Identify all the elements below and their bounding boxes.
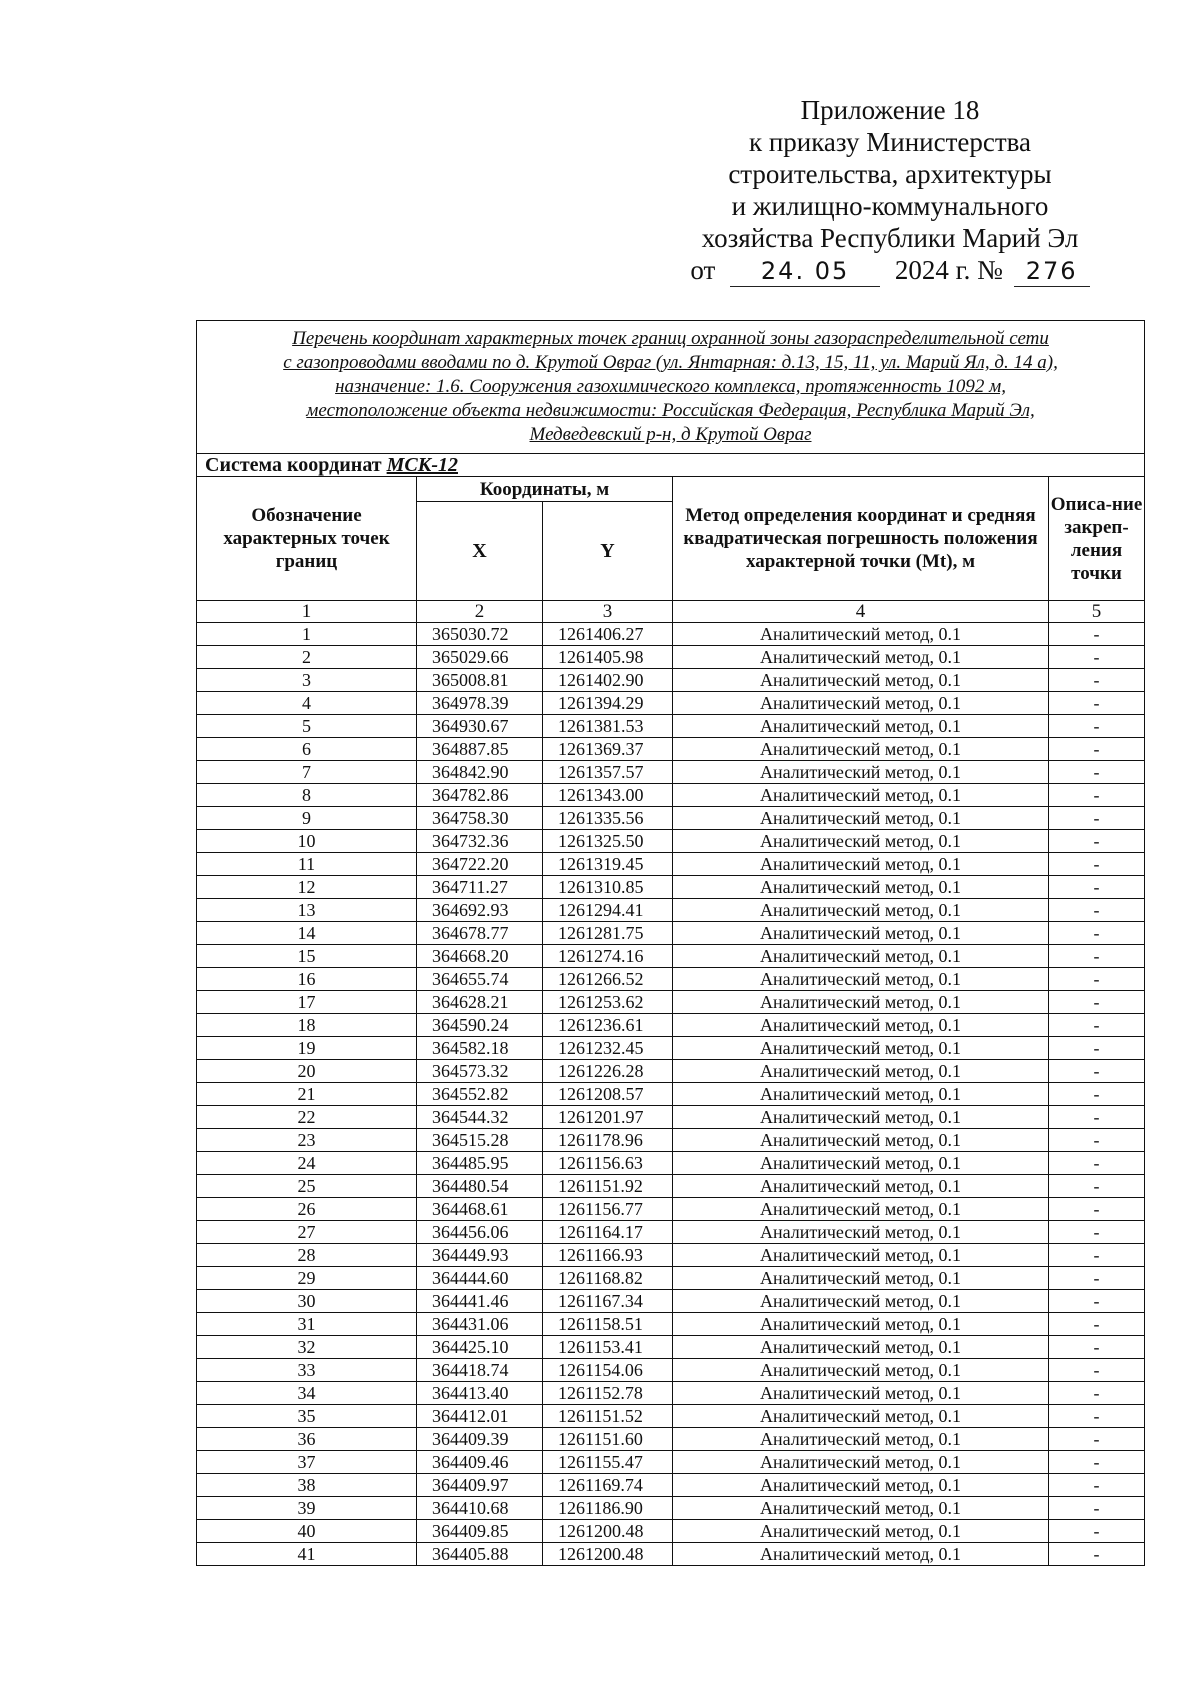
table-row xyxy=(197,669,1145,692)
table-row xyxy=(197,1405,1145,1428)
table-row xyxy=(197,1543,1145,1566)
table-row xyxy=(197,922,1145,945)
y-coordinate-cell: 1261266.52 xyxy=(543,968,673,991)
point-id-cell: 13 xyxy=(197,899,417,922)
handwritten-order-number: 276 xyxy=(1014,256,1090,287)
table-row xyxy=(197,1152,1145,1175)
table-row xyxy=(197,1267,1145,1290)
description-cell: - xyxy=(1049,623,1145,646)
table-row xyxy=(197,945,1145,968)
header-line: Приложение 18 xyxy=(800,95,980,125)
y-coordinate-cell: 1261164.17 xyxy=(543,1221,673,1244)
description-cell: - xyxy=(1049,1313,1145,1336)
method-cell: Аналитический метод, 0.1 xyxy=(673,669,1049,692)
method-cell: Аналитический метод, 0.1 xyxy=(673,945,1049,968)
description-cell: - xyxy=(1049,1267,1145,1290)
y-coordinate-cell: 1261369.37 xyxy=(543,738,673,761)
description-cell: - xyxy=(1049,738,1145,761)
x-coordinate-cell: 364485.95 xyxy=(417,1152,543,1175)
point-id-cell: 4 xyxy=(197,692,417,715)
header-coordinates: Координаты, м xyxy=(417,477,673,502)
x-coordinate-cell: 364515.28 xyxy=(417,1129,543,1152)
x-coordinate-cell: 365008.81 xyxy=(417,669,543,692)
method-cell: Аналитический метод, 0.1 xyxy=(673,761,1049,784)
description-cell: - xyxy=(1049,968,1145,991)
x-coordinate-cell: 364441.46 xyxy=(417,1290,543,1313)
x-coordinate-cell: 364978.39 xyxy=(417,692,543,715)
point-id-cell: 9 xyxy=(197,807,417,830)
point-id-cell: 22 xyxy=(197,1106,417,1129)
table-row xyxy=(197,991,1145,1014)
method-cell: Аналитический метод, 0.1 xyxy=(673,853,1049,876)
y-coordinate-cell: 1261274.16 xyxy=(543,945,673,968)
description-cell: - xyxy=(1049,830,1145,853)
table-row xyxy=(197,1014,1145,1037)
x-coordinate-cell: 364668.20 xyxy=(417,945,543,968)
method-cell: Аналитический метод, 0.1 xyxy=(673,1221,1049,1244)
coordinate-system-row xyxy=(197,454,1145,477)
method-cell: Аналитический метод, 0.1 xyxy=(673,784,1049,807)
method-cell: Аналитический метод, 0.1 xyxy=(673,1474,1049,1497)
x-coordinate-cell: 364722.20 xyxy=(417,853,543,876)
y-coordinate-cell: 1261343.00 xyxy=(543,784,673,807)
header-designation: Обозначение характерных точек границ xyxy=(197,477,417,601)
column-number: 4 xyxy=(673,601,1049,623)
y-coordinate-cell: 1261208.57 xyxy=(543,1083,673,1106)
x-coordinate-cell: 364582.18 xyxy=(417,1037,543,1060)
y-coordinate-cell: 1261186.90 xyxy=(543,1497,673,1520)
table-row xyxy=(197,1451,1145,1474)
table-row xyxy=(197,1497,1145,1520)
description-cell: - xyxy=(1049,784,1145,807)
table-row xyxy=(197,1290,1145,1313)
table-row xyxy=(197,853,1145,876)
description-cell: - xyxy=(1049,1382,1145,1405)
method-cell: Аналитический метод, 0.1 xyxy=(673,646,1049,669)
table-row xyxy=(197,1520,1145,1543)
table-row xyxy=(197,1060,1145,1083)
x-coordinate-cell: 364409.97 xyxy=(417,1474,543,1497)
y-coordinate-cell: 1261156.63 xyxy=(543,1152,673,1175)
x-coordinate-cell: 365030.72 xyxy=(417,623,543,646)
y-coordinate-cell: 1261151.60 xyxy=(543,1428,673,1451)
column-number: 2 xyxy=(417,601,543,623)
point-id-cell: 25 xyxy=(197,1175,417,1198)
description-cell: - xyxy=(1049,945,1145,968)
column-number: 1 xyxy=(197,601,417,623)
point-id-cell: 40 xyxy=(197,1520,417,1543)
table-row xyxy=(197,1359,1145,1382)
x-coordinate-cell: 364456.06 xyxy=(417,1221,543,1244)
point-id-cell: 7 xyxy=(197,761,417,784)
description-cell: - xyxy=(1049,692,1145,715)
point-id-cell: 6 xyxy=(197,738,417,761)
method-cell: Аналитический метод, 0.1 xyxy=(673,1336,1049,1359)
description-cell: - xyxy=(1049,922,1145,945)
method-cell: Аналитический метод, 0.1 xyxy=(673,968,1049,991)
x-coordinate-cell: 364444.60 xyxy=(417,1267,543,1290)
point-id-cell: 18 xyxy=(197,1014,417,1037)
method-cell: Аналитический метод, 0.1 xyxy=(673,692,1049,715)
description-cell: - xyxy=(1049,1221,1145,1244)
x-coordinate-cell: 364692.93 xyxy=(417,899,543,922)
x-coordinate-cell: 364732.36 xyxy=(417,830,543,853)
y-coordinate-cell: 1261178.96 xyxy=(543,1129,673,1152)
point-id-cell: 36 xyxy=(197,1428,417,1451)
method-cell: Аналитический метод, 0.1 xyxy=(673,1359,1049,1382)
x-coordinate-cell: 365029.66 xyxy=(417,646,543,669)
x-coordinate-cell: 364418.74 xyxy=(417,1359,543,1382)
x-coordinate-cell: 364544.32 xyxy=(417,1106,543,1129)
caption-line: назначение: 1.6. Сооружения газохимического комплекса, протяженность 1092 м, xyxy=(335,376,1006,397)
header-description: Описа-ние закреп-ления точки xyxy=(1049,477,1145,601)
x-coordinate-cell: 364409.85 xyxy=(417,1520,543,1543)
description-cell: - xyxy=(1049,1083,1145,1106)
table-row xyxy=(197,738,1145,761)
method-cell: Аналитический метод, 0.1 xyxy=(673,876,1049,899)
method-cell: Аналитический метод, 0.1 xyxy=(673,1520,1049,1543)
description-cell: - xyxy=(1049,1060,1145,1083)
point-id-cell: 14 xyxy=(197,922,417,945)
description-cell: - xyxy=(1049,1428,1145,1451)
description-cell: - xyxy=(1049,1014,1145,1037)
point-id-cell: 31 xyxy=(197,1313,417,1336)
y-coordinate-cell: 1261236.61 xyxy=(543,1014,673,1037)
column-number-row xyxy=(197,601,1145,623)
x-coordinate-cell: 364552.82 xyxy=(417,1083,543,1106)
table-row xyxy=(197,1428,1145,1451)
method-cell: Аналитический метод, 0.1 xyxy=(673,991,1049,1014)
order-date-line xyxy=(640,254,1140,287)
description-cell: - xyxy=(1049,807,1145,830)
x-coordinate-cell: 364405.88 xyxy=(417,1543,543,1566)
method-cell: Аналитический метод, 0.1 xyxy=(673,1290,1049,1313)
description-cell: - xyxy=(1049,1152,1145,1175)
y-coordinate-cell: 1261294.41 xyxy=(543,899,673,922)
table-row xyxy=(197,715,1145,738)
point-id-cell: 8 xyxy=(197,784,417,807)
table-row xyxy=(197,784,1145,807)
x-coordinate-cell: 364409.46 xyxy=(417,1451,543,1474)
column-number: 3 xyxy=(543,601,673,623)
x-coordinate-cell: 364468.61 xyxy=(417,1198,543,1221)
header-line: строительства, архитектуры xyxy=(728,159,1052,189)
header-line: и жилищно-коммунального xyxy=(731,191,1049,221)
description-cell: - xyxy=(1049,899,1145,922)
point-id-cell: 28 xyxy=(197,1244,417,1267)
description-cell: - xyxy=(1049,1405,1145,1428)
method-cell: Аналитический метод, 0.1 xyxy=(673,1267,1049,1290)
table-row xyxy=(197,1083,1145,1106)
y-coordinate-cell: 1261335.56 xyxy=(543,807,673,830)
method-cell: Аналитический метод, 0.1 xyxy=(673,1060,1049,1083)
table-row xyxy=(197,1198,1145,1221)
caption-line: с газопроводами вводами по д. Крутой Овраг (ул. Янтарная: д.13, 15, 11, ул. Марий Ял, д. 14 а), xyxy=(283,352,1058,373)
table-row xyxy=(197,761,1145,784)
description-cell: - xyxy=(1049,1336,1145,1359)
x-coordinate-cell: 364425.10 xyxy=(417,1336,543,1359)
header-x: X xyxy=(417,502,543,601)
y-coordinate-cell: 1261232.45 xyxy=(543,1037,673,1060)
method-cell: Аналитический метод, 0.1 xyxy=(673,738,1049,761)
table-row xyxy=(197,1175,1145,1198)
x-coordinate-cell: 364782.86 xyxy=(417,784,543,807)
y-coordinate-cell: 1261319.45 xyxy=(543,853,673,876)
table-row xyxy=(197,623,1145,646)
description-cell: - xyxy=(1049,1037,1145,1060)
description-cell: - xyxy=(1049,1106,1145,1129)
method-cell: Аналитический метод, 0.1 xyxy=(673,715,1049,738)
y-coordinate-cell: 1261167.34 xyxy=(543,1290,673,1313)
x-coordinate-cell: 364412.01 xyxy=(417,1405,543,1428)
method-cell: Аналитический метод, 0.1 xyxy=(673,623,1049,646)
method-cell: Аналитический метод, 0.1 xyxy=(673,1083,1049,1106)
y-coordinate-cell: 1261253.62 xyxy=(543,991,673,1014)
method-cell: Аналитический метод, 0.1 xyxy=(673,1543,1049,1566)
x-coordinate-cell: 364711.27 xyxy=(417,876,543,899)
y-coordinate-cell: 1261158.51 xyxy=(543,1313,673,1336)
caption-line: Перечень координат характерных точек границ охранной зоны газораспределительной сети xyxy=(292,328,1049,349)
method-cell: Аналитический метод, 0.1 xyxy=(673,1405,1049,1428)
y-coordinate-cell: 1261153.41 xyxy=(543,1336,673,1359)
point-id-cell: 33 xyxy=(197,1359,417,1382)
y-coordinate-cell: 1261226.28 xyxy=(543,1060,673,1083)
description-cell: - xyxy=(1049,1290,1145,1313)
method-cell: Аналитический метод, 0.1 xyxy=(673,899,1049,922)
y-coordinate-cell: 1261381.53 xyxy=(543,715,673,738)
point-id-cell: 29 xyxy=(197,1267,417,1290)
x-coordinate-cell: 364628.21 xyxy=(417,991,543,1014)
point-id-cell: 15 xyxy=(197,945,417,968)
point-id-cell: 2 xyxy=(197,646,417,669)
description-cell: - xyxy=(1049,1198,1145,1221)
point-id-cell: 10 xyxy=(197,830,417,853)
table-row xyxy=(197,968,1145,991)
method-cell: Аналитический метод, 0.1 xyxy=(673,830,1049,853)
y-coordinate-cell: 1261156.77 xyxy=(543,1198,673,1221)
coordinate-system-label: Система координат xyxy=(205,454,382,476)
header-line: хозяйства Республики Марий Эл xyxy=(701,223,1079,253)
point-id-cell: 19 xyxy=(197,1037,417,1060)
y-coordinate-cell: 1261201.97 xyxy=(543,1106,673,1129)
x-coordinate-cell: 364930.67 xyxy=(417,715,543,738)
y-coordinate-cell: 1261405.98 xyxy=(543,646,673,669)
method-cell: Аналитический метод, 0.1 xyxy=(673,1037,1049,1060)
method-cell: Аналитический метод, 0.1 xyxy=(673,1428,1049,1451)
y-coordinate-cell: 1261154.06 xyxy=(543,1359,673,1382)
y-coordinate-cell: 1261310.85 xyxy=(543,876,673,899)
y-coordinate-cell: 1261200.48 xyxy=(543,1520,673,1543)
table-row xyxy=(197,899,1145,922)
description-cell: - xyxy=(1049,1175,1145,1198)
x-coordinate-cell: 364655.74 xyxy=(417,968,543,991)
coordinate-system-value: МСК-12 xyxy=(386,454,458,476)
y-coordinate-cell: 1261200.48 xyxy=(543,1543,673,1566)
description-cell: - xyxy=(1049,715,1145,738)
table-row xyxy=(197,876,1145,899)
table-row xyxy=(197,1382,1145,1405)
x-coordinate-cell: 364410.68 xyxy=(417,1497,543,1520)
table-row xyxy=(197,1244,1145,1267)
coordinates-table xyxy=(196,320,1145,1566)
y-coordinate-cell: 1261151.52 xyxy=(543,1405,673,1428)
y-coordinate-cell: 1261357.57 xyxy=(543,761,673,784)
table-row xyxy=(197,830,1145,853)
description-cell: - xyxy=(1049,991,1145,1014)
point-id-cell: 34 xyxy=(197,1382,417,1405)
table-row xyxy=(197,1221,1145,1244)
description-cell: - xyxy=(1049,646,1145,669)
x-coordinate-cell: 364842.90 xyxy=(417,761,543,784)
point-id-cell: 5 xyxy=(197,715,417,738)
table-row xyxy=(197,1313,1145,1336)
date-prefix: от xyxy=(690,255,716,285)
x-coordinate-cell: 364887.85 xyxy=(417,738,543,761)
x-coordinate-cell: 364758.30 xyxy=(417,807,543,830)
table-row xyxy=(197,1106,1145,1129)
handwritten-date: 24. 05 xyxy=(730,256,880,287)
header-line: к приказу Министерства xyxy=(748,127,1032,157)
method-cell: Аналитический метод, 0.1 xyxy=(673,1152,1049,1175)
description-cell: - xyxy=(1049,853,1145,876)
point-id-cell: 3 xyxy=(197,669,417,692)
table-row xyxy=(197,807,1145,830)
method-cell: Аналитический метод, 0.1 xyxy=(673,1175,1049,1198)
column-number: 5 xyxy=(1049,601,1145,623)
point-id-cell: 30 xyxy=(197,1290,417,1313)
method-cell: Аналитический метод, 0.1 xyxy=(673,1382,1049,1405)
description-cell: - xyxy=(1049,1451,1145,1474)
y-coordinate-cell: 1261394.29 xyxy=(543,692,673,715)
method-cell: Аналитический метод, 0.1 xyxy=(673,1313,1049,1336)
point-id-cell: 17 xyxy=(197,991,417,1014)
description-cell: - xyxy=(1049,1543,1145,1566)
y-coordinate-cell: 1261406.27 xyxy=(543,623,673,646)
x-coordinate-cell: 364413.40 xyxy=(417,1382,543,1405)
description-cell: - xyxy=(1049,1497,1145,1520)
table-row xyxy=(197,1037,1145,1060)
year-text: 2024 г. № xyxy=(894,255,1003,285)
header-method: Метод определения координат и средняя квадратическая погрешность положения характерной точки (Mt), м xyxy=(673,477,1049,601)
method-cell: Аналитический метод, 0.1 xyxy=(673,1244,1049,1267)
y-coordinate-cell: 1261151.92 xyxy=(543,1175,673,1198)
x-coordinate-cell: 364449.93 xyxy=(417,1244,543,1267)
x-coordinate-cell: 364590.24 xyxy=(417,1014,543,1037)
description-cell: - xyxy=(1049,876,1145,899)
description-cell: - xyxy=(1049,1474,1145,1497)
point-id-cell: 21 xyxy=(197,1083,417,1106)
description-cell: - xyxy=(1049,669,1145,692)
method-cell: Аналитический метод, 0.1 xyxy=(673,807,1049,830)
y-coordinate-cell: 1261281.75 xyxy=(543,922,673,945)
point-id-cell: 27 xyxy=(197,1221,417,1244)
description-cell: - xyxy=(1049,761,1145,784)
table-row xyxy=(197,646,1145,669)
point-id-cell: 26 xyxy=(197,1198,417,1221)
method-cell: Аналитический метод, 0.1 xyxy=(673,1497,1049,1520)
method-cell: Аналитический метод, 0.1 xyxy=(673,1198,1049,1221)
y-coordinate-cell: 1261169.74 xyxy=(543,1474,673,1497)
document-header xyxy=(640,94,1140,287)
caption-line: Медведевский р-н, д Крутой Овраг xyxy=(529,424,812,445)
x-coordinate-cell: 364431.06 xyxy=(417,1313,543,1336)
point-id-cell: 37 xyxy=(197,1451,417,1474)
point-id-cell: 39 xyxy=(197,1497,417,1520)
point-id-cell: 1 xyxy=(197,623,417,646)
y-coordinate-cell: 1261325.50 xyxy=(543,830,673,853)
x-coordinate-cell: 364678.77 xyxy=(417,922,543,945)
y-coordinate-cell: 1261166.93 xyxy=(543,1244,673,1267)
point-id-cell: 16 xyxy=(197,968,417,991)
point-id-cell: 41 xyxy=(197,1543,417,1566)
table-row xyxy=(197,692,1145,715)
method-cell: Аналитический метод, 0.1 xyxy=(673,922,1049,945)
point-id-cell: 32 xyxy=(197,1336,417,1359)
header-y: Y xyxy=(543,502,673,601)
method-cell: Аналитический метод, 0.1 xyxy=(673,1129,1049,1152)
description-cell: - xyxy=(1049,1129,1145,1152)
table-row xyxy=(197,1336,1145,1359)
method-cell: Аналитический метод, 0.1 xyxy=(673,1014,1049,1037)
method-cell: Аналитический метод, 0.1 xyxy=(673,1106,1049,1129)
description-cell: - xyxy=(1049,1359,1145,1382)
x-coordinate-cell: 364480.54 xyxy=(417,1175,543,1198)
method-cell: Аналитический метод, 0.1 xyxy=(673,1451,1049,1474)
point-id-cell: 11 xyxy=(197,853,417,876)
y-coordinate-cell: 1261402.90 xyxy=(543,669,673,692)
caption-line: местоположение объекта недвижимости: Российская Федерация, Республика Марий Эл, xyxy=(306,400,1035,421)
description-cell: - xyxy=(1049,1244,1145,1267)
table-row xyxy=(197,1129,1145,1152)
y-coordinate-cell: 1261168.82 xyxy=(543,1267,673,1290)
table-caption xyxy=(197,321,1145,454)
x-coordinate-cell: 364409.39 xyxy=(417,1428,543,1451)
point-id-cell: 38 xyxy=(197,1474,417,1497)
point-id-cell: 12 xyxy=(197,876,417,899)
description-cell: - xyxy=(1049,1520,1145,1543)
point-id-cell: 24 xyxy=(197,1152,417,1175)
y-coordinate-cell: 1261155.47 xyxy=(543,1451,673,1474)
point-id-cell: 23 xyxy=(197,1129,417,1152)
y-coordinate-cell: 1261152.78 xyxy=(543,1382,673,1405)
point-id-cell: 20 xyxy=(197,1060,417,1083)
x-coordinate-cell: 364573.32 xyxy=(417,1060,543,1083)
table-row xyxy=(197,1474,1145,1497)
point-id-cell: 35 xyxy=(197,1405,417,1428)
